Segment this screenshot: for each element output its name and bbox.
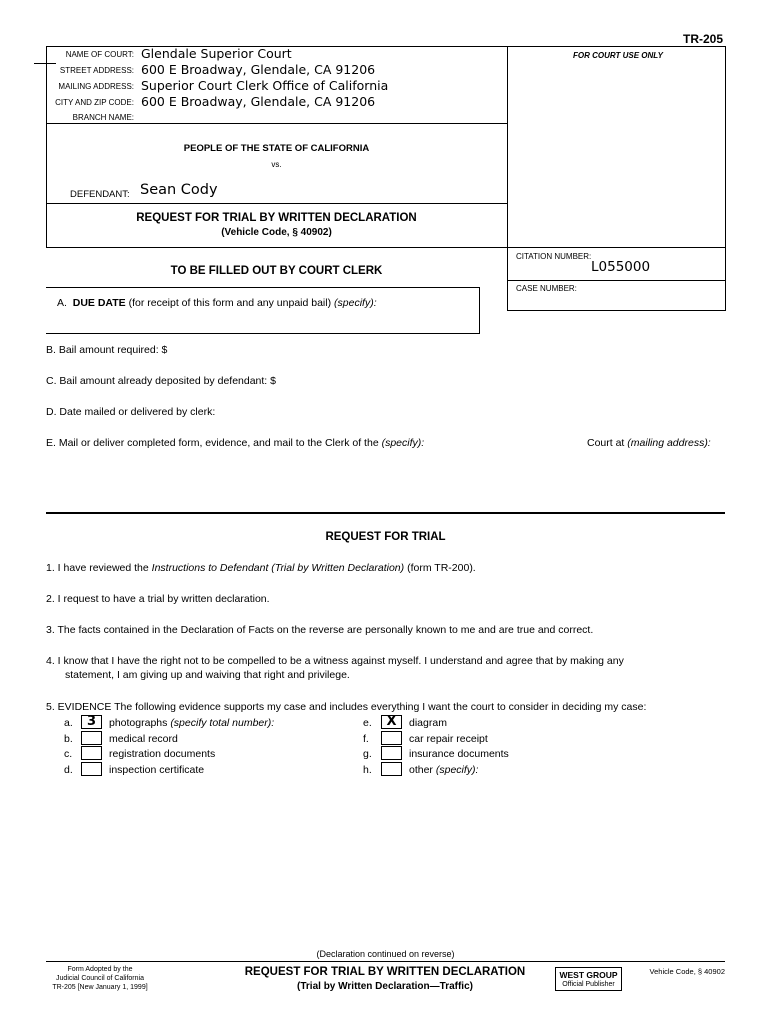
evidence-checkbox-photographs[interactable]: 3 [81,715,102,729]
evidence-note-photographs: (specify total number): [170,717,275,729]
due-date-box[interactable] [46,287,480,334]
adopted-line-1: Form Adopted by the [67,966,133,973]
date-mailed: D. Date mailed or delivered by clerk: [46,406,216,418]
due-date-label: DUE DATE [72,297,126,309]
court-mailing-address [587,437,711,449]
request-item-1-text: 1. I have reviewed the [46,562,149,574]
request-heading: REQUEST FOR TRIAL [325,531,446,543]
court-use-divider [507,46,508,310]
evidence-checkbox-insurance[interactable] [381,746,402,760]
footer-subtitle: (Trial by Written Declaration—Traffic) [297,981,473,992]
versus-label: vs. [271,160,282,169]
citation-rule [507,280,726,281]
court-name-label: NAME OF COURT: [65,50,134,59]
evidence-letter-d: d. [64,764,73,776]
continued-note: (Declaration continued on reverse) [316,949,455,959]
evidence-letter-a: a. [64,717,73,729]
request-item-3: 3. The facts contained in the Declaration of Facts on the reverse are personally known to me and are true and correct. [46,624,594,636]
defendant-value[interactable]: Sean Cody [140,182,218,198]
due-date-prefix: A. [57,297,67,309]
people-caption: PEOPLE OF THE STATE OF CALIFORNIA [183,143,370,154]
form-title: REQUEST FOR TRIAL BY WRITTEN DECLARATION [136,212,417,224]
court-info-rule [46,123,507,124]
form-number: TR-205 [682,32,723,46]
bail-deposited: C. Bail amount already deposited by defendant: $ [46,375,276,387]
court-name-value[interactable]: Glendale Superior Court [141,46,292,61]
evidence-checkbox-medical-record[interactable] [81,731,102,745]
publisher-box [555,967,622,991]
due-date-description: (for receipt of this form and any unpaid bail) [128,297,332,309]
city-zip-label: CITY AND ZIP CODE: [55,98,134,107]
request-item-1-form-number: (form TR-200). [407,562,476,574]
court-at-label: Court at [587,437,625,449]
evidence-checkbox-other[interactable] [381,762,402,776]
request-item-1 [46,562,476,574]
vehicle-code-reference: Vehicle Code, § 40902 [649,967,725,976]
adopted-line-2: Judicial Council of California [56,975,144,982]
due-date-line [57,297,377,309]
evidence-label-other: other [409,764,433,776]
footer-rule [46,961,725,962]
request-item-2: 2. I request to have a trial by written declaration. [46,593,270,605]
mailing-address-label: MAILING ADDRESS: [58,82,134,91]
street-address-label: STREET ADDRESS: [59,66,134,75]
clerk-section-heading: TO BE FILLED OUT BY COURT CLERK [170,265,383,277]
evidence-item-photographs [109,717,274,729]
title-bottom-rule [46,247,726,248]
corner-tick [34,63,56,64]
city-zip-value[interactable]: 600 E Broadway, Glendale, CA 91206 [141,94,376,109]
request-item-1-form-title: Instructions to Defendant (Trial by Written Declaration) [151,562,405,574]
evidence-label-car-repair: car repair receipt [409,733,488,745]
mail-instructions-text: E. Mail or deliver completed form, evidence, and mail to the Clerk of the [46,437,379,449]
evidence-letter-e: e. [363,717,372,729]
form-subtitle: (Vehicle Code, § 40902) [221,227,332,238]
evidence-label-inspection: inspection certificate [109,764,205,776]
header-right-rule [725,46,726,310]
evidence-letter-f: f. [363,733,369,745]
evidence-label-diagram: diagram [409,717,447,729]
evidence-letter-g: g. [363,748,372,760]
evidence-letter-c: c. [64,748,73,760]
citation-number-value[interactable]: L055000 [591,259,651,275]
branch-name-label: BRANCH NAME: [72,113,134,122]
publisher-name: WEST GROUP [559,970,618,980]
evidence-checkbox-car-repair[interactable] [381,731,402,745]
caption-rule [46,203,507,204]
mailing-address-specify: (mailing address): [627,437,711,449]
mail-instructions-specify: (specify): [381,437,425,449]
publisher-role: Official Publisher [562,981,615,988]
evidence-letter-b: b. [64,733,73,745]
evidence-checkbox-diagram[interactable]: X [381,715,402,729]
evidence-label-registration: registration documents [109,748,216,760]
citation-number-label: CITATION NUMBER: [516,252,592,261]
evidence-statement: 5. EVIDENCE The following evidence supports my case and includes everything I want the court to consider in deciding my case: [46,701,647,713]
evidence-checkbox-inspection[interactable] [81,762,102,776]
due-date-specify: (specify): [334,297,377,309]
case-number-label: CASE NUMBER: [516,284,577,293]
mailing-address-value[interactable]: Superior Court Clerk Office of California [141,78,389,93]
evidence-label-insurance: insurance documents [409,748,509,760]
case-number-bottom-rule [507,310,726,311]
defendant-label: DEFENDANT: [70,189,130,200]
evidence-letter-h: h. [363,764,372,776]
evidence-checkbox-registration[interactable] [81,746,102,760]
bail-required: B. Bail amount required: $ [46,344,168,356]
evidence-note-other: (specify): [435,764,479,776]
footer-title: REQUEST FOR TRIAL BY WRITTEN DECLARATION [244,966,526,978]
evidence-label-medical-record: medical record [109,733,178,745]
request-item-4-line-1: 4. I know that I have the right not to be compelled to be a witness against myself. I understand and agree that by making any [46,655,624,667]
evidence-label-photographs: photographs [109,717,168,729]
court-use-only-label: FOR COURT USE ONLY [573,51,663,60]
request-item-4-line-2: statement, I am giving up and waiving that right and privilege. [65,669,350,681]
adopted-line-3: TR-205 [New January 1, 1999] [52,984,148,991]
mail-instructions [46,437,424,449]
section-divider [46,512,725,514]
street-address-value[interactable]: 600 E Broadway, Glendale, CA 91206 [141,62,376,77]
evidence-item-other [409,764,478,776]
